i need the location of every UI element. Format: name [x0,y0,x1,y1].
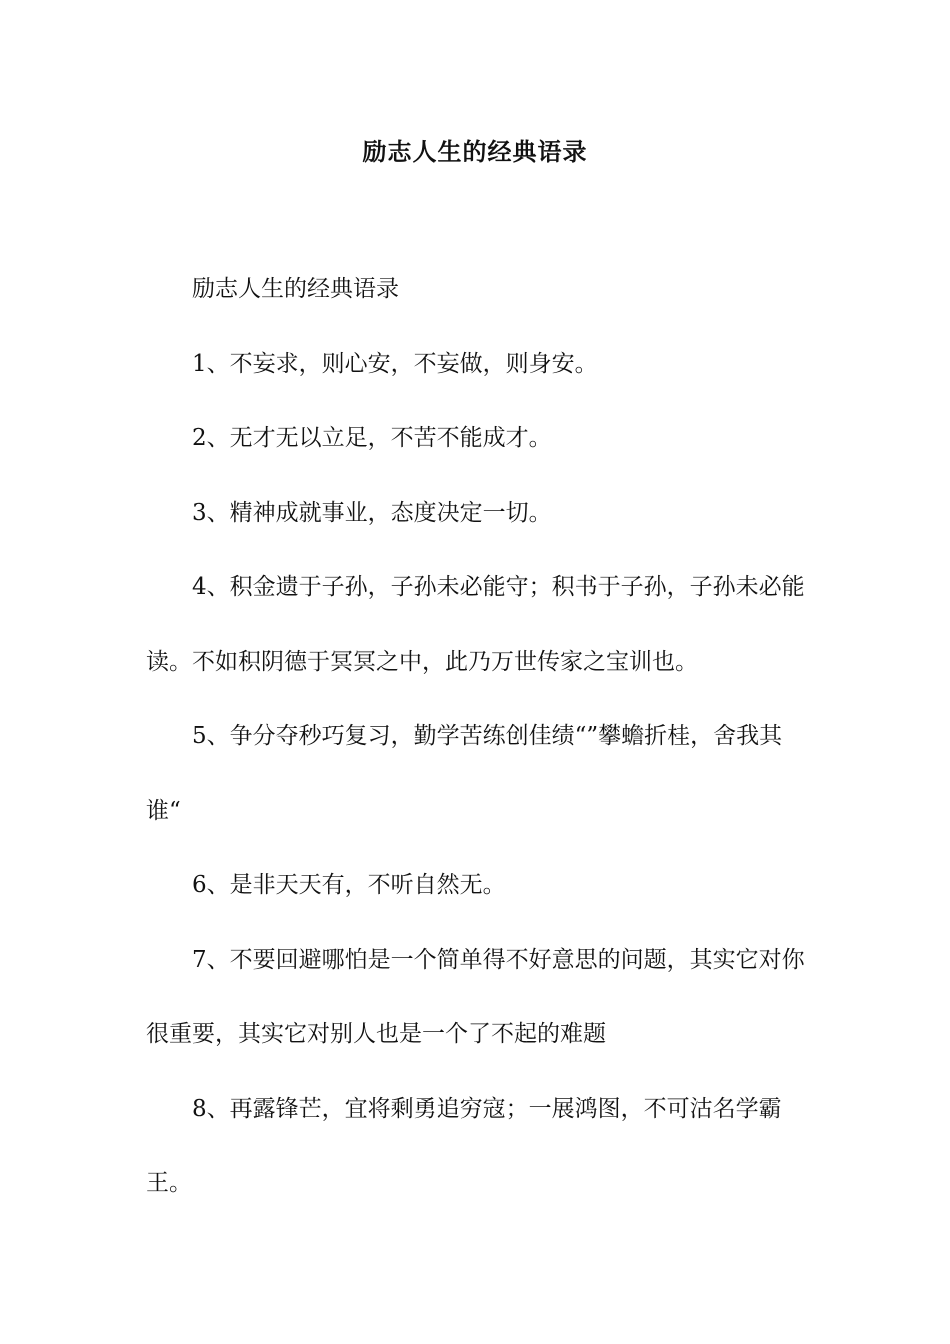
quote-item-4: 4、积金遗于子孙，子孙未必能守；积书于子孙，子孙未必能读。不如积阴德于冥冥之中，此乃万世传家之宝训也。 [146,574,805,675]
quote-item-3: 3、精神成就事业，态度决定一切。 [192,499,552,526]
quote-item-2: 2、无才无以立足，不苦不能成才。 [192,425,552,451]
paragraph-subtitle: 励志人生的经典语录 [192,276,399,302]
quote-item-8: 8、再露锋芒，宜将剩勇追穷寇；一展鸿图，不可沽名学霸王。 [146,1095,782,1196]
quote-item-1: 1、不妄求，则心安，不妄做，则身安。 [192,350,598,377]
quote-item-7: 7、不要回避哪怕是一个简单得不好意思的问题，其实它对你很重要，其实它对别人也是一个了不起的难题 [146,946,805,1047]
document-title: 励志人生的经典语录 [362,137,588,166]
quote-item-6: 6、是非天天有，不听自然无。 [192,872,506,898]
quote-item-5: 5、争分夺秒巧复习，勤学苦练创佳绩“”攀蟾折桂，舍我其谁“ [146,723,783,824]
document-body [146,252,808,1221]
